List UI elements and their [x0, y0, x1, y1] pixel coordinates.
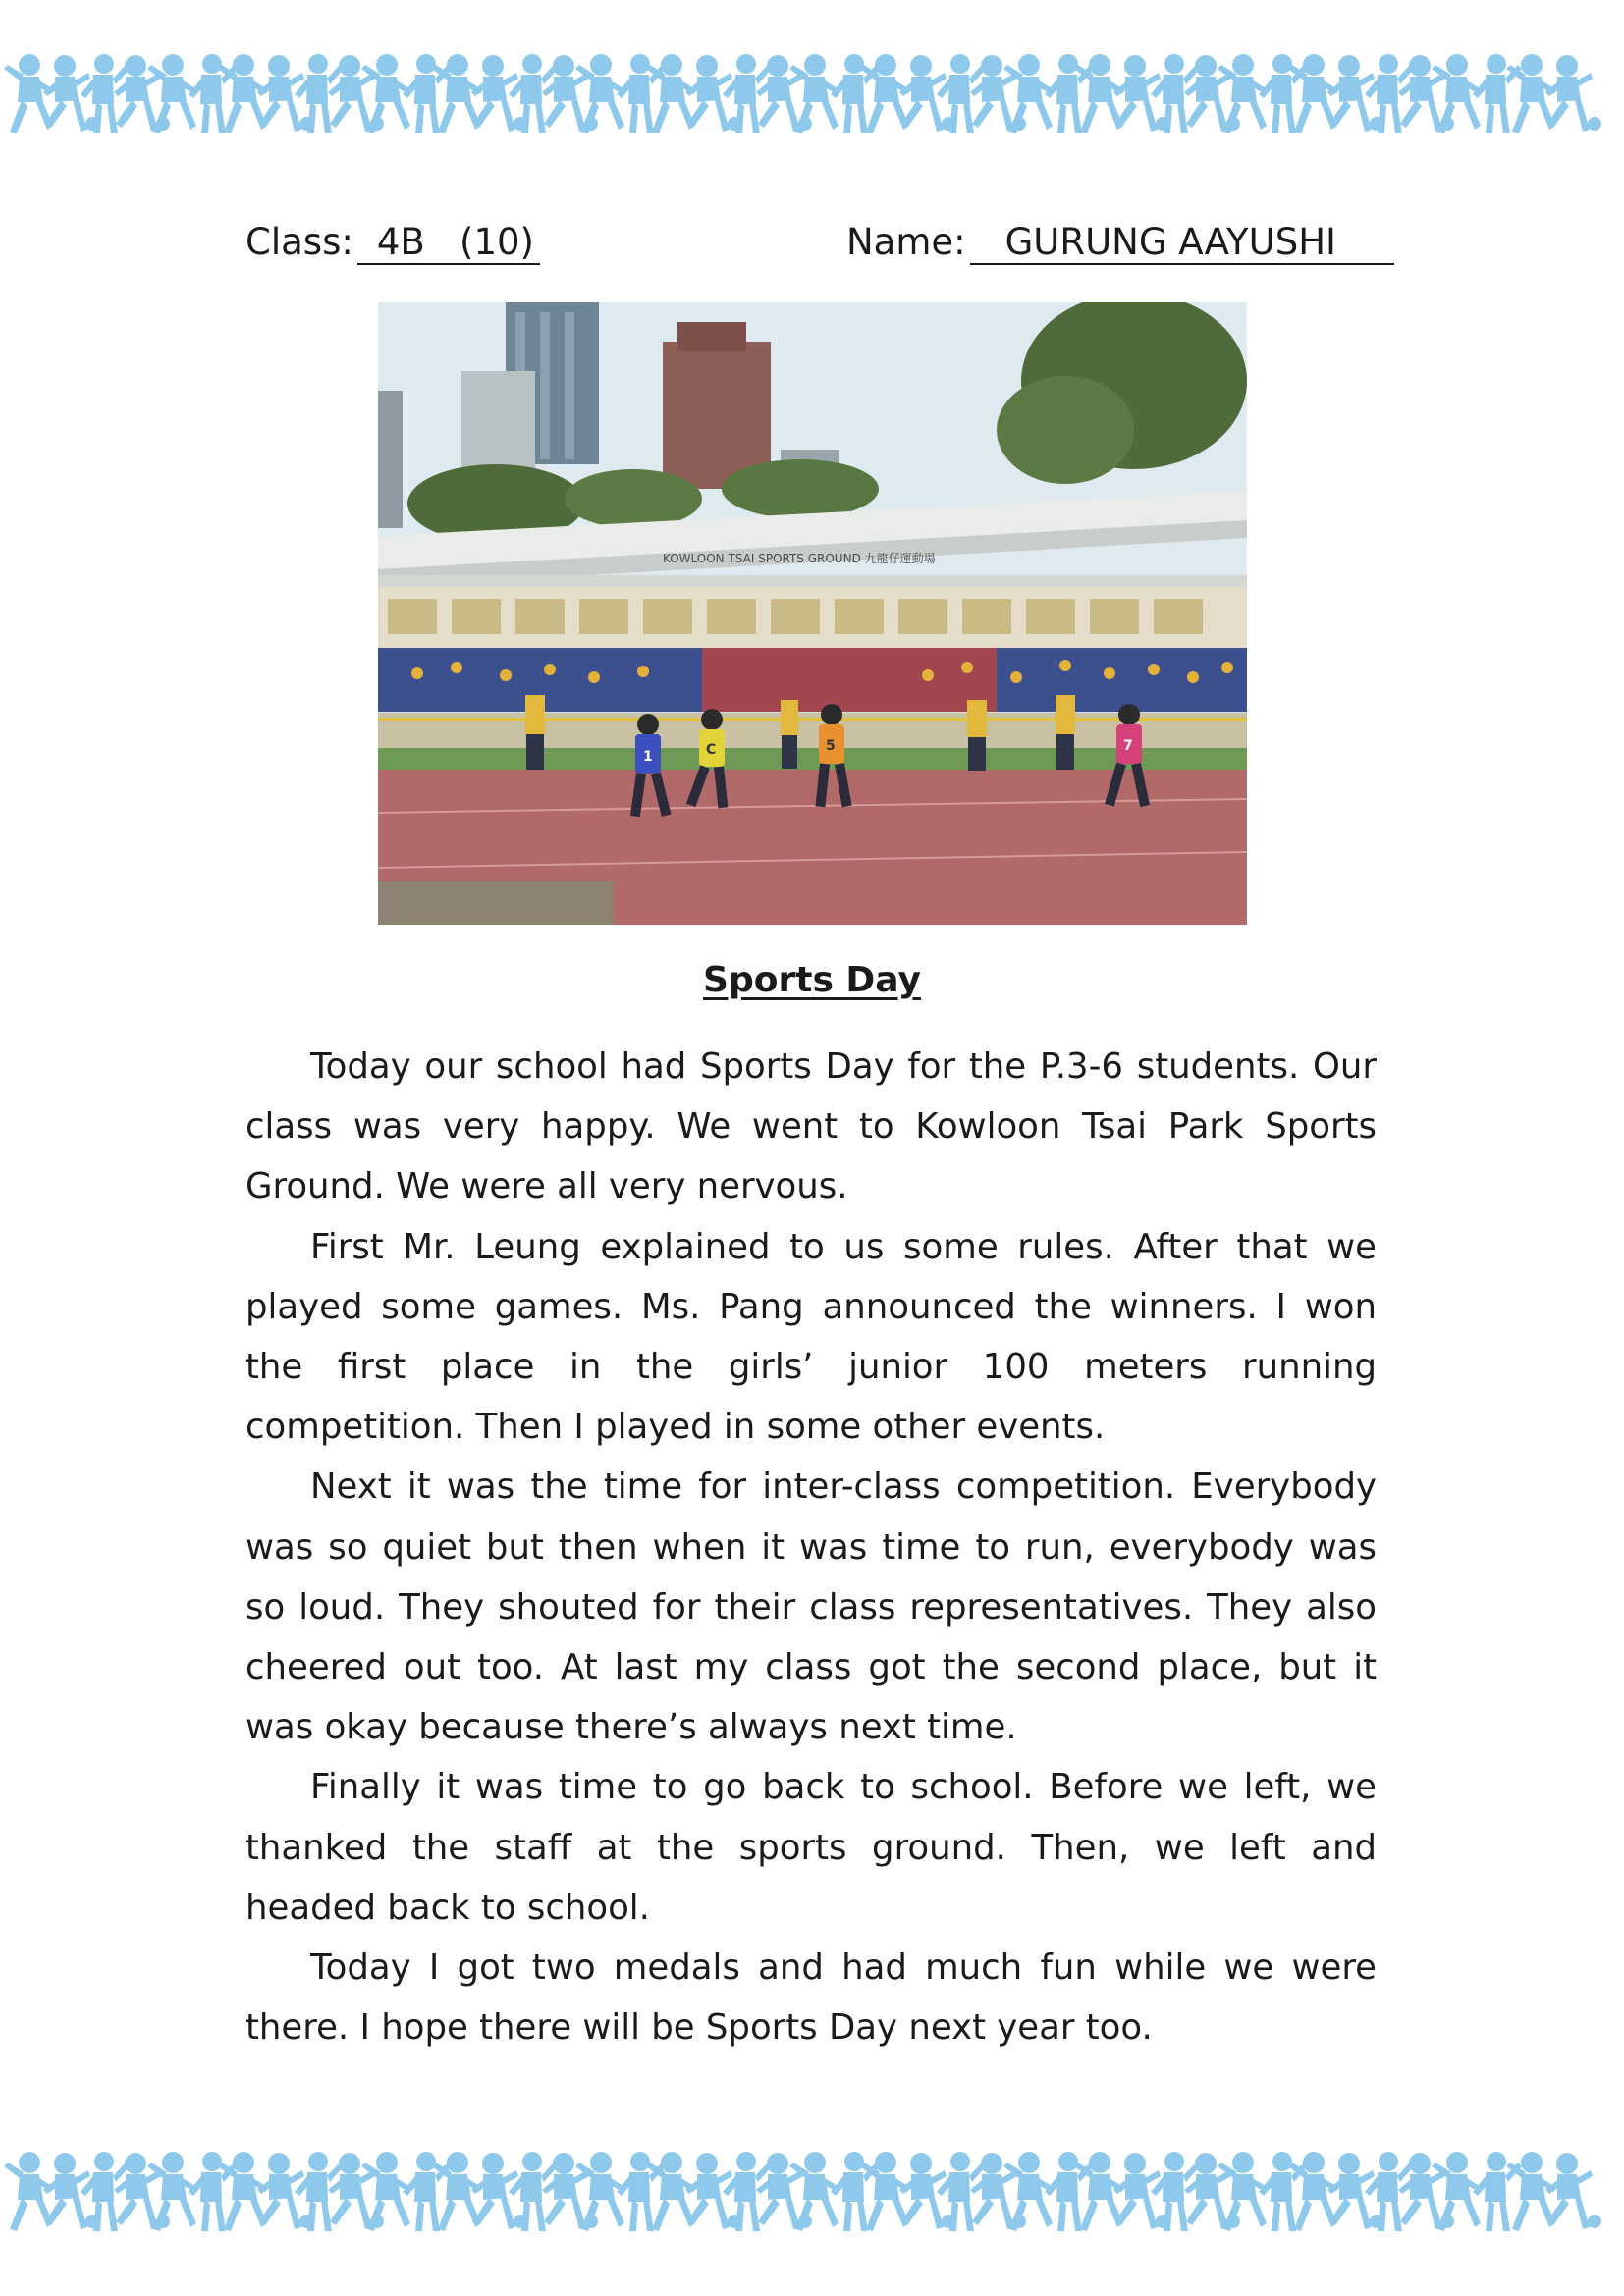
- sports-day-photo: [378, 302, 1247, 925]
- name-field: [846, 218, 1394, 267]
- essay-paragraph: Today I got two medals and had much fun while we were there. I hope there will be Sports Day next year too.: [245, 1948, 1377, 2049]
- bib-3: 5: [826, 738, 836, 754]
- essay-paragraph: Today our school had Sports Day for the P.3-6 students. Our class was very happy. We went to Kowloon Tsai Park Sports Ground. We were all very nervous.: [245, 1046, 1377, 1207]
- name-value: GURUNG AAYUSHI: [970, 222, 1394, 265]
- bib-4: 7: [1123, 738, 1133, 754]
- class-field: [245, 218, 540, 267]
- essay-title: Sports Day: [703, 960, 921, 1000]
- class-label: Class:: [245, 221, 353, 263]
- bib-2: C: [706, 742, 717, 758]
- decorative-border-top: [0, 47, 1624, 145]
- stadium-sign: KOWLOON TSAI SPORTS GROUND 九龍仔運動場: [663, 552, 936, 565]
- bib-1: 1: [643, 749, 653, 765]
- essay-paragraph: Next it was the time for inter-class competition. Everybody was so quiet but then when it was time to run, everybody was so loud. They shouted for their class representatives. They also cheered out too. At last my class got the second place, but it was okay because there’s always next time.: [245, 1467, 1377, 1748]
- class-value: 4B (10): [357, 222, 540, 265]
- essay-paragraph: Finally it was time to go back to school. Before we left, we thanked the staff at the sports ground. Then, we left and headed back to school.: [245, 1767, 1377, 1928]
- essay-body: [245, 1037, 1377, 2057]
- essay-paragraph: First Mr. Leung explained to us some rules. After that we played some games. Ms. Pang announced the winners. I won the first place in the girls’ junior 100 meters running competition. Then I played in some other events.: [245, 1226, 1377, 1448]
- decorative-border-bottom: [0, 2145, 1624, 2243]
- name-label: Name:: [846, 221, 966, 263]
